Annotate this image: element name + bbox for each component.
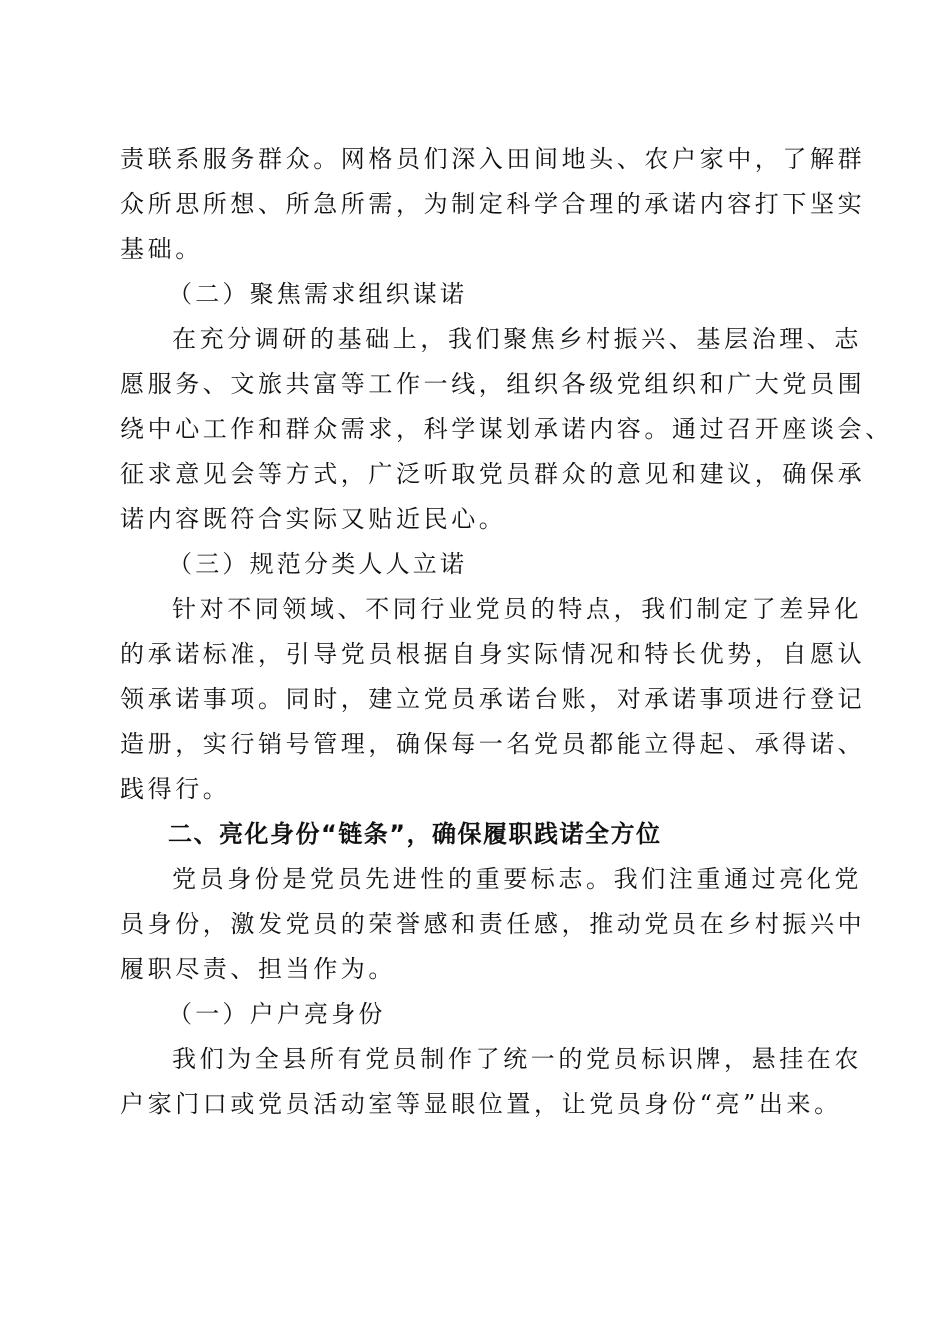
document-body [120, 137, 893, 1127]
paragraph-identity-badges [120, 1037, 862, 1127]
text-line: 绕中心工作和群众需求，科学谋划承诺内容。通过召开座谈会、 [120, 415, 893, 443]
text-line: 征求意见会等方式，广泛听取党员群众的意见和建议，确保承 [120, 460, 866, 488]
text-line: 履职尽责、担当作为。 [120, 955, 396, 983]
text-line: 领承诺事项。同时，建立党员承诺台账，对承诺事项进行登记 [120, 685, 866, 713]
subheading-2: （二）聚焦需求组织谋诺 [168, 280, 468, 308]
text-line: 众所思所想、所急所需，为制定科学合理的承诺内容打下坚实 [120, 190, 866, 218]
subheading-3: （三）规范分类人人立诺 [168, 550, 468, 578]
text-line: 的承诺标准，引导党员根据自身实际情况和特长优势，自愿认 [120, 640, 866, 668]
text-line: 我们为全县所有党员制作了统一的党员标识牌，悬挂在农 [172, 1045, 862, 1073]
paragraph-identity [120, 857, 866, 992]
text-line: 践得行。 [120, 775, 231, 803]
text-line: 在充分调研的基础上，我们聚焦乡村振兴、基层治理、志 [172, 325, 862, 353]
text-line: 责联系服务群众。网格员们深入田间地头、农户家中，了解群 [120, 145, 866, 173]
text-line: 诺内容既符合实际又贴近民心。 [120, 505, 507, 533]
text-line: 基础。 [120, 235, 203, 263]
text-line: 造册，实行销号管理，确保每一名党员都能立得起、承得诺、 [120, 730, 866, 758]
subheading-2-1: （一）户户亮身份 [168, 1000, 386, 1028]
text-line: 户家门口或党员活动室等显眼位置，让党员身份“亮”出来。 [120, 1090, 842, 1118]
paragraph-continuation [120, 137, 866, 272]
text-line: 员身份，激发党员的荣誉感和责任感，推动党员在乡村振兴中 [120, 910, 866, 938]
text-line: 党员身份是党员先进性的重要标志。我们注重通过亮化党 [172, 865, 862, 893]
paragraph-standards [120, 587, 866, 812]
text-line: 愿服务、文旅共富等工作一线，组织各级党组织和广大党员围 [120, 370, 866, 398]
section-heading-2: 二、亮化身份“链条”，确保履职践诺全方位 [168, 820, 662, 848]
paragraph-research [120, 317, 893, 542]
text-line: 针对不同领域、不同行业党员的特点，我们制定了差异化 [172, 595, 862, 623]
